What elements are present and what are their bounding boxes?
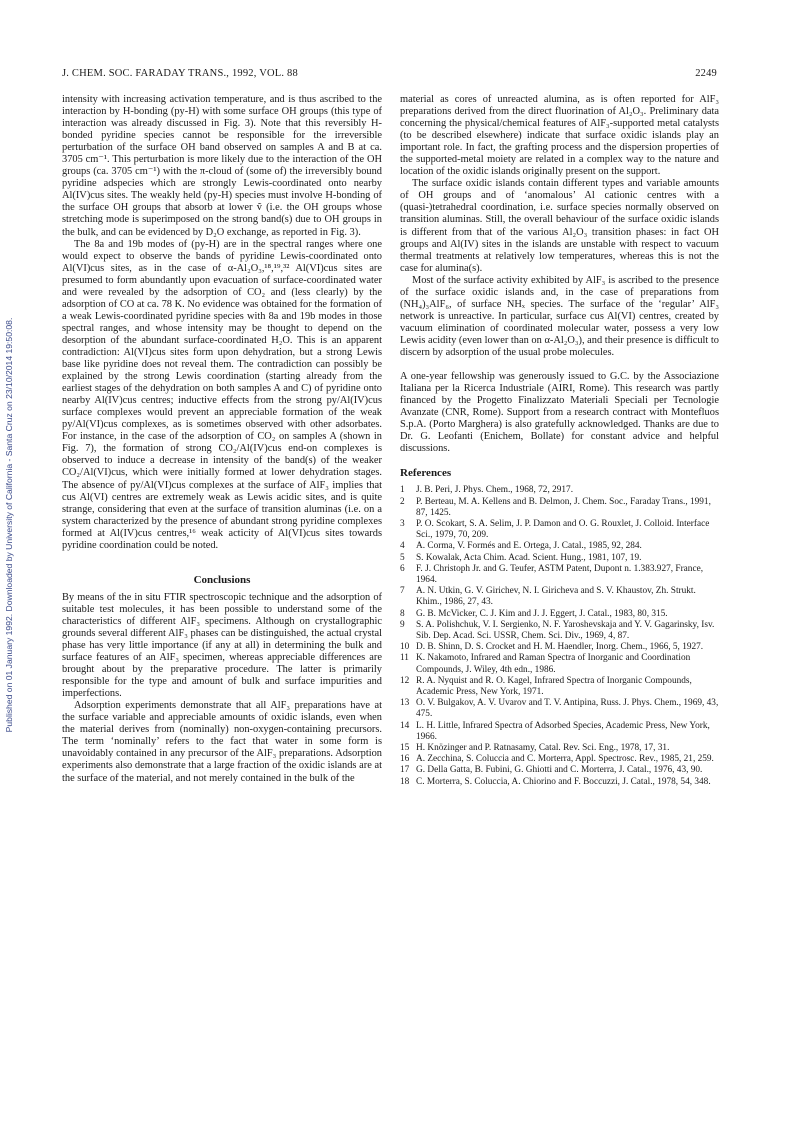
- reference-item: [400, 765, 719, 776]
- reference-text: O. V. Bulgakov, A. V. Uvarov and T. V. Antipina, Russ. J. Phys. Chem., 1969, 43, 475.: [416, 698, 719, 720]
- reference-number: 3: [400, 519, 405, 530]
- download-notice: Published on 01 January 1992. Downloaded by University of California - Santa Cruz on 23/10/2014 19:50:08.: [4, 317, 14, 733]
- right-column: [400, 94, 719, 788]
- reference-number: 16: [400, 754, 410, 765]
- reference-number: 11: [400, 653, 409, 664]
- reference-text: S. Kowalak, Acta Chim. Acad. Scient. Hung., 1981, 107, 19.: [416, 552, 642, 563]
- reference-text: L. H. Little, Infrared Spectra of Adsorbed Species, Academic Press, New York, 1966.: [416, 720, 710, 742]
- running-header: [62, 68, 717, 79]
- reference-item: [400, 553, 719, 564]
- reference-number: 18: [400, 776, 410, 787]
- reference-item: [400, 653, 719, 675]
- reference-number: 4: [400, 541, 405, 552]
- reference-text: A. Corma, V. Formés and E. Ortega, J. Catal., 1985, 92, 284.: [416, 541, 642, 552]
- reference-text: J. B. Peri, J. Phys. Chem., 1968, 72, 2917.: [416, 485, 574, 496]
- reference-item: [400, 721, 719, 743]
- left-column: [62, 94, 382, 785]
- paragraph: intensity with increasing activation temperature, and is thus ascribed to the interaction by H-bonding (py-H) with some surface OH groups (this type of interaction was already discussed in Fig. 3). Note that this reversibly H-bonded pyridine species cannot be responsible for the irreversible perturbation of the surface OH band observed on samples A and B at ca. 3705 cm⁻¹. This perturbation is more likely due to the interaction of the OH groups (ca. 3705 cm⁻¹) with the π-cloud of (some of) the irreversibly bound pyridine adspecies which are strongly Lewis-coordinated onto nearby Al(IV)cus sites. The weakly held (py-H) species must involve H-bonding of the surface OH groups that absorb at lower ṽ (i.e. the OH groups whose stretching mode is superimposed on the strong band(s) due to OH groups in the bulk, and can be evidenced by D₂O exchange, as reported in Fig. 3).: [62, 94, 382, 238]
- reference-item: [400, 743, 719, 754]
- reference-item: [400, 642, 719, 653]
- reference-item: [400, 541, 719, 552]
- paragraph: The 8a and 19b modes of (py-H) are in the spectral ranges where one would expect to observe the bands of pyridine Lewis-coordinated onto Al(VI)cus sites, as in the case of α-Al₂O₃,¹⁸,¹⁹,³² Al(VI)cus sites are presumed to form abundantly upon evacuation of surface-coordinated water and were revealed by the adsorption of CO₂ and (less clearly) by the adsorption of CO at ca. 78 K. No evidence was obtained for the formation of a weak Lewis-coordinated pyridine species with 8a and 19b modes in those spectral ranges, and whose intensity may be thought to depend on the desorption of the abundant surface-coordinated H₂O. This is an apparent contradiction: Al(VI)cus sites form upon dehydration, but a strong Lewis base like pyridine does not reveal them. The contradiction can possibly be explained by the strong Lewis coordination (starting already from the earliest stages of the dehydration on both samples A and C) of pyridine onto nearby Al(IV)cus centres; inductive effects from the strong py/Al(IV)cus surface complexes would prevent an appreciable formation of the weak py/Al(VI)cus complexes, as is sometimes observed with other adsorbates. For instance, in the case of the adsorption of CO₂ on samples A (shown in Fig. 7), the formation of strong CO₂/Al(IV)cus end-on complexes is observed to induce a decrease in intensity of the band(s) of the weaker CO₂/Al(VI)cus, which were initially formed at lower dehydration stages. The absence of py/Al(VI)cus complexes at the surface of AlF₃ implies that cus Al(VI) centres are extremely weak as Lewis acidic sites, and is quite strange, considering that even at the surface of transition aluminas (i.e. on a system characterized by the presence of abundant strong pyridine complexes formed at Al(IV)cus centres,¹⁶ weak acticity of Al(VI)cus sites towards pyridine coordination could be noted.: [62, 238, 382, 551]
- conclusions-heading: Conclusions: [193, 573, 251, 586]
- reference-item: [400, 586, 719, 608]
- reference-text: P. O. Scokart, S. A. Selim, J. P. Damon and O. G. Rouxlet, J. Colloid. Interface Sci., 1979, 70, 209.: [416, 519, 710, 541]
- reference-item: [400, 485, 719, 496]
- reference-number: 8: [400, 608, 405, 619]
- download-watermark: [2, 200, 16, 850]
- reference-item: [400, 519, 719, 541]
- reference-text: K. Nakamoto, Infrared and Raman Spectra of Inorganic and Coordination Compounds, J. Wiley, 4th edn., 1986.: [416, 653, 691, 675]
- reference-text: S. A. Polishchuk, V. I. Sergienko, N. F. Yaroshevskaja and Y. V. Gagarinsky, Isv. Sib. Dep. Acad. Sci. USSR, Chem. Sci. Div., 1969, 4, 87.: [416, 619, 715, 642]
- reference-item: [400, 564, 719, 586]
- reference-number: 6: [400, 563, 405, 574]
- paragraph: By means of the in situ FTIR spectroscopic technique and the adsorption of suitable test molecules, it has been possible to understand some of the characteristics of different AlF₃ specimens. Although on crystallographic grounds several different AlF₃ phases can be distinguished, the actual crystal phase has very little importance (if any at all) in determining the bulk and surface features of an AlF₃ specimen, whereas appreciable differences are brought about by the preparative procedure. The latter is primarily responsible for the type and amount of bulk and surface impurities and imperfections.: [62, 591, 382, 700]
- reference-text: P. Berteau, M. A. Kellens and B. Delmon, J. Chem. Soc., Faraday Trans., 1991, 87, 1425.: [416, 496, 711, 518]
- reference-number: 14: [400, 720, 410, 731]
- references-heading: References: [400, 467, 452, 480]
- paragraph: Most of the surface activity exhibited by AlF₃ is ascribed to the presence of the surface oxidic islands and, in the case of preparations from (NH₄)₃AlF₆, of surface NHₓ species. The surface of the ‘regular’ AlF₃ network is unreactive. In particular, surface cus Al(VI) centres, created by vacuum elimination of coordinated molecular water, possess a very low Lewis acidity (even lower than on α-Al₂O₃), and their presence is difficult to discern by adsorption of the usual probe molecules.: [400, 274, 719, 358]
- reference-number: 9: [400, 619, 405, 630]
- paragraph: The surface oxidic islands contain different types and variable amounts of OH groups and of ‘anomalous’ Al cationic centres with a (quasi-)tetrahedral coordination, i.e. surface species normally observed on transition aluminas. Still, the overall behaviour of the surface oxidic islands is different from that of the various Al₂O₃ transition phases: in fact OH groups and Al(IV) sites in the islands are unstable with respect to vacuum thermal treatments at relatively low temperatures, whereas this is not the case for alumina(s).: [400, 178, 719, 274]
- journal-citation: J. CHEM. SOC. FARADAY TRANS., 1992, VOL. 88: [62, 68, 298, 79]
- paragraph: material as cores of unreacted alumina, as is often reported for AlF₃ preparations derived from the direct fluorination of Al₂O₃. Preliminary data concerning the physical/chemical features of AlF₃-supported metal catalysts (to be described elsewhere) indicate that surface oxidic islands play an important role. In fact, the grafting process and the dispersion properties of the supported-metal moiety are related in a complex way to the nature and location of the oxidic islands originally present on the support.: [400, 94, 719, 178]
- reference-number: 2: [400, 496, 405, 507]
- reference-number: 1: [400, 485, 405, 496]
- reference-number: 5: [400, 552, 405, 563]
- reference-number: 17: [400, 765, 410, 776]
- reference-number: 12: [400, 675, 410, 686]
- reference-text: A. N. Utkin, G. V. Girichev, N. I. Giricheva and S. V. Khaustov, Zh. Strukt. Khim., 1986, 27, 43.: [416, 586, 696, 608]
- reference-item: [400, 676, 719, 698]
- reference-text: R. A. Nyquist and R. O. Kagel, Infrared Spectra of Inorganic Compounds, Academic Press, New York, 1971.: [416, 675, 692, 698]
- reference-item: [400, 754, 719, 765]
- page-number: 2249: [695, 68, 717, 79]
- reference-number: 10: [400, 642, 410, 653]
- reference-text: F. J. Christoph Jr. and G. Teufer, ASTM Patent, Dupont n. 1.383.927, France, 1964.: [416, 563, 704, 586]
- reference-item: [400, 698, 719, 720]
- reference-text: G. Della Gatta, B. Fubini, G. Ghiotti and C. Morterra, J. Catal., 1976, 43, 90.: [416, 765, 703, 776]
- reference-item: [400, 609, 719, 620]
- reference-number: 15: [400, 743, 410, 754]
- reference-number: 13: [400, 698, 410, 709]
- reference-number: 7: [400, 586, 405, 597]
- reference-item: [400, 620, 719, 642]
- reference-text: D. B. Shinn, D. S. Crocket and H. M. Haendler, Inorg. Chem., 1966, 5, 1927.: [416, 642, 704, 653]
- reference-text: G. B. McVicker, C. J. Kim and J. J. Eggert, J. Catal., 1983, 80, 315.: [416, 608, 668, 619]
- reference-text: C. Morterra, S. Coluccia, A. Chiorino and F. Boccuzzi, J. Catal., 1978, 54, 348.: [416, 776, 711, 787]
- reference-item: [400, 777, 719, 788]
- reference-text: A. Zecchina, S. Coluccia and C. Morterra, Appl. Spectrosc. Rev., 1985, 21, 259.: [416, 754, 714, 765]
- reference-text: H. Knözinger and P. Ratnasamy, Catal. Rev. Sci. Eng., 1978, 17, 31.: [416, 743, 670, 754]
- acknowledgements: A one-year fellowship was generously issued to G.C. by the Associazione Italiana per la Ricerca Industriale (AIRI, Rome). This research was partly financed by the Progetto Finalizzato Materiali Speciali per Tecnologie Avanzate (CNR, Rome). Support from a research contract with Montefluos S.p.A. (Porto Marghera) is also gratefully acknowledged. Thanks are due to Dr. G. Leofanti (Enichem, Bollate) for constant advice and helpful discussions.: [400, 371, 719, 455]
- paragraph: Adsorption experiments demonstrate that all AlF₃ preparations have at the surface variable and appreciable amounts of oxidic islands, even when the material derives from (nominally) non-oxygen-containing precursors. The term ‘nominally’ refers to the fact that water in some form is unavoidably contained in any precursor of the AlF₃ preparations. Adsorption experiments also demonstrate that a large fraction of the oxidic islands are at the surface of the material, and not merely contained in the bulk of the: [62, 700, 382, 784]
- reference-item: [400, 497, 719, 519]
- references-list: [400, 485, 719, 787]
